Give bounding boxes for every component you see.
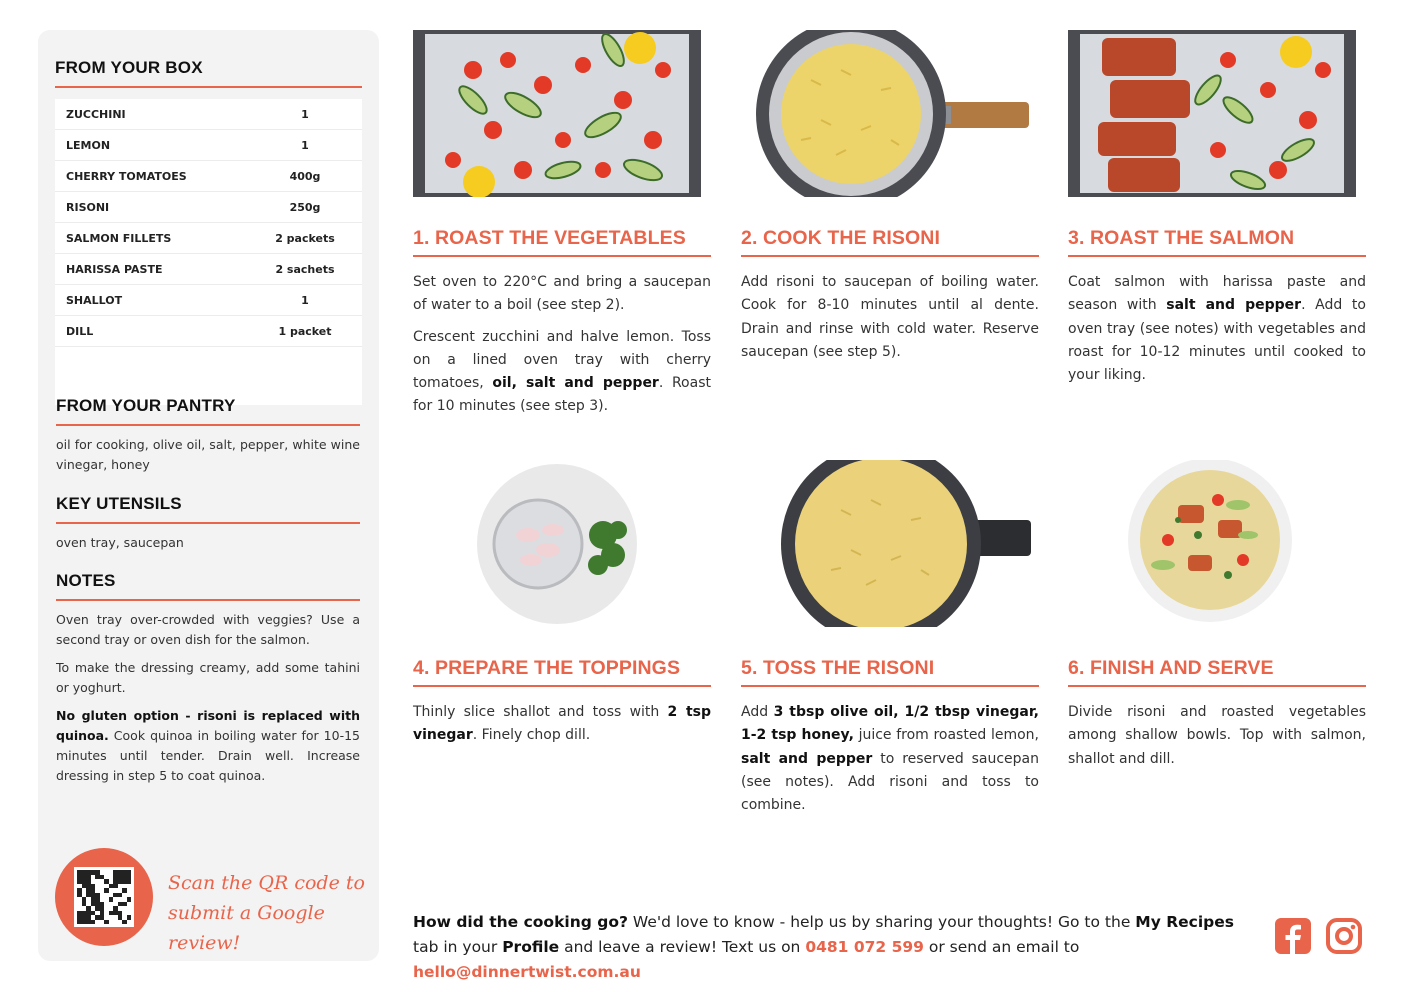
ingredient-qty: 1 bbox=[301, 293, 309, 307]
ingredient-row bbox=[55, 130, 362, 161]
qr-code-icon bbox=[74, 867, 134, 927]
serving-bowl-image bbox=[1068, 460, 1366, 627]
ingredient-row bbox=[55, 316, 362, 347]
footer-question: How did the cooking go? bbox=[413, 913, 628, 931]
step-text-part: Crescent zucchini and halve lemon. Toss on a lined oven tray with cherry tomatoes, bbox=[413, 328, 711, 392]
step-3 bbox=[1068, 30, 1366, 387]
notes-section bbox=[56, 571, 360, 786]
ingredient-row bbox=[55, 161, 362, 192]
note-text bbox=[56, 706, 360, 786]
step-2 bbox=[741, 30, 1039, 364]
tray-salmon-image bbox=[1068, 30, 1356, 197]
ingredient-qty: 1 bbox=[301, 138, 309, 152]
facebook-icon[interactable] bbox=[1275, 918, 1311, 954]
step-body bbox=[741, 701, 1039, 817]
footer-my-recipes: My Recipes bbox=[1135, 913, 1234, 931]
ingredient-name: LEMON bbox=[66, 138, 111, 152]
ingredient-name: ZUCCHINI bbox=[66, 107, 126, 121]
footer-profile: Profile bbox=[502, 938, 560, 956]
step-text-part: juice from roasted lemon, bbox=[853, 727, 1040, 744]
step-title: 1. ROAST THE VEGETABLES bbox=[413, 227, 711, 257]
notes-title: NOTES bbox=[56, 571, 116, 590]
ingredient-name: SALMON FILLETS bbox=[66, 231, 172, 245]
roast-salmon-photo bbox=[1068, 30, 1366, 197]
divider bbox=[56, 424, 360, 426]
note-bold: No gluten option - risoni is replaced with quinoa. bbox=[56, 708, 360, 743]
step-text-part: to reserved saucepan (see notes). Add risoni and toss to combine. bbox=[741, 750, 1039, 814]
qr-module bbox=[127, 920, 132, 925]
step-6 bbox=[1068, 460, 1366, 771]
risoni-strainer-image bbox=[741, 30, 1039, 197]
step-bold: oil, salt and pepper bbox=[492, 375, 659, 392]
qr-code-badge[interactable] bbox=[55, 848, 153, 946]
divider bbox=[55, 86, 362, 88]
divider bbox=[56, 522, 360, 524]
note-text: To make the dressing creamy, add some tahini or yoghurt. bbox=[56, 660, 360, 695]
ingredient-row bbox=[55, 192, 362, 223]
footer-text: and leave a review! Text us on bbox=[559, 938, 806, 956]
step-body bbox=[413, 701, 711, 748]
ingredient-name: SHALLOT bbox=[66, 293, 123, 307]
ingredient-qty: 2 packets bbox=[275, 231, 335, 245]
step-title: 5. TOSS THE RISONI bbox=[741, 657, 1039, 687]
step-1 bbox=[413, 30, 711, 419]
step-text-part: . Add to oven tray (see notes) with vegetables and roast for 10-12 minutes until cooked to your liking. bbox=[1068, 297, 1366, 384]
utensils-text: oven tray, saucepan bbox=[56, 535, 184, 550]
step-bold: 3 tbsp olive oil, 1/2 tbsp vinegar, 1-2 tsp honey, bbox=[741, 704, 1039, 744]
step-title: 4. PREPARE THE TOPPINGS bbox=[413, 657, 711, 687]
step-text: Add risoni to saucepan of boiling water. Cook for 8-10 minutes until al dente. Drain and rinse with cold water. Reserve saucepan (see step 5). bbox=[741, 274, 1039, 360]
from-your-box-title: FROM YOUR BOX bbox=[55, 58, 203, 77]
step-text: Set oven to 220°C and bring a saucepan of water to a boil (see step 2). bbox=[413, 274, 711, 314]
phone-link[interactable]: 0481 072 599 bbox=[805, 938, 924, 956]
feedback-footer bbox=[413, 910, 1263, 985]
ingredient-name: DILL bbox=[66, 324, 94, 338]
step-bold: 2 tsp vinegar bbox=[413, 704, 711, 744]
shallot-dill-image bbox=[413, 460, 711, 627]
ingredient-qty: 250g bbox=[289, 200, 321, 214]
ingredients-sidebar bbox=[38, 30, 379, 961]
risoni-saucepan-image bbox=[741, 460, 1039, 627]
ingredient-name: CHERRY TOMATOES bbox=[66, 169, 187, 183]
qr-text-line: submit a Google review! bbox=[168, 902, 325, 954]
footer-text: We'd love to know - help us by sharing your thoughts! Go to the bbox=[627, 913, 1136, 931]
step-4 bbox=[413, 460, 711, 748]
step-text bbox=[413, 701, 711, 748]
step-text-part: Coat salmon with harissa paste and season with bbox=[1068, 274, 1366, 314]
prepare-toppings-photo bbox=[413, 460, 711, 627]
step-bold: salt and pepper bbox=[1166, 297, 1302, 314]
step-body bbox=[413, 271, 711, 419]
step-title: 6. FINISH AND SERVE bbox=[1068, 657, 1366, 687]
ingredient-row bbox=[55, 254, 362, 285]
step-text: Divide risoni and roasted vegetables among shallow bowls. Top with salmon, shallot and dill. bbox=[1068, 704, 1366, 767]
email-link[interactable]: hello@dinnertwist.com.au bbox=[413, 963, 641, 981]
ingredient-qty: 2 sachets bbox=[275, 262, 335, 276]
footer-text: tab in your bbox=[413, 938, 503, 956]
roast-vegetables-photo bbox=[413, 30, 711, 197]
step-text bbox=[413, 326, 711, 419]
step-5 bbox=[741, 460, 1039, 817]
finish-serve-photo bbox=[1068, 460, 1366, 627]
pantry-title: FROM YOUR PANTRY bbox=[56, 396, 236, 415]
toss-risoni-photo bbox=[741, 460, 1039, 627]
step-text bbox=[741, 701, 1039, 817]
qr-text-line: Scan the QR code to bbox=[168, 872, 365, 894]
cook-risoni-photo bbox=[741, 30, 1039, 197]
ingredient-row bbox=[55, 285, 362, 316]
utensils-title: KEY UTENSILS bbox=[56, 494, 182, 513]
footer-text: or send an email to bbox=[923, 938, 1080, 956]
pantry-section bbox=[56, 396, 360, 475]
pantry-text: oil for cooking, olive oil, salt, pepper, white wine vinegar, honey bbox=[56, 437, 360, 472]
ingredient-row bbox=[55, 99, 362, 130]
ingredient-row bbox=[55, 223, 362, 254]
step-text bbox=[1068, 271, 1366, 387]
step-title: 2. COOK THE RISONI bbox=[741, 227, 1039, 257]
step-body bbox=[741, 271, 1039, 364]
step-body bbox=[1068, 701, 1366, 771]
from-your-box-header bbox=[55, 58, 362, 88]
ingredient-name: RISONI bbox=[66, 200, 110, 214]
ingredients-table bbox=[55, 99, 362, 405]
step-text-part: Thinly slice shallot and toss with bbox=[413, 704, 668, 720]
qr-review-text bbox=[168, 868, 368, 958]
step-text-part: . Roast for 10 minutes (see step 3). bbox=[413, 375, 711, 415]
step-text-part: . Finely chop dill. bbox=[472, 727, 591, 744]
note-rest: Cook quinoa in boiling water for 10-15 minutes until tender. Drain well. Increase dressing in step 5 to coat quinoa. bbox=[56, 728, 360, 783]
tray-vegetables-image bbox=[413, 30, 701, 197]
instagram-icon[interactable] bbox=[1326, 918, 1362, 954]
utensils-section bbox=[56, 494, 360, 553]
note-text: Oven tray over-crowded with veggies? Use a second tray or oven dish for the salmon. bbox=[56, 612, 360, 647]
step-body bbox=[1068, 271, 1366, 387]
step-title: 3. ROAST THE SALMON bbox=[1068, 227, 1366, 257]
step-bold: salt and pepper bbox=[741, 750, 873, 767]
step-text-part: Add bbox=[741, 704, 774, 720]
ingredient-name: HARISSA PASTE bbox=[66, 262, 163, 276]
ingredient-qty: 400g bbox=[289, 169, 321, 183]
divider bbox=[56, 599, 360, 601]
ingredient-qty: 1 packet bbox=[278, 324, 332, 338]
ingredient-qty: 1 bbox=[301, 107, 309, 121]
